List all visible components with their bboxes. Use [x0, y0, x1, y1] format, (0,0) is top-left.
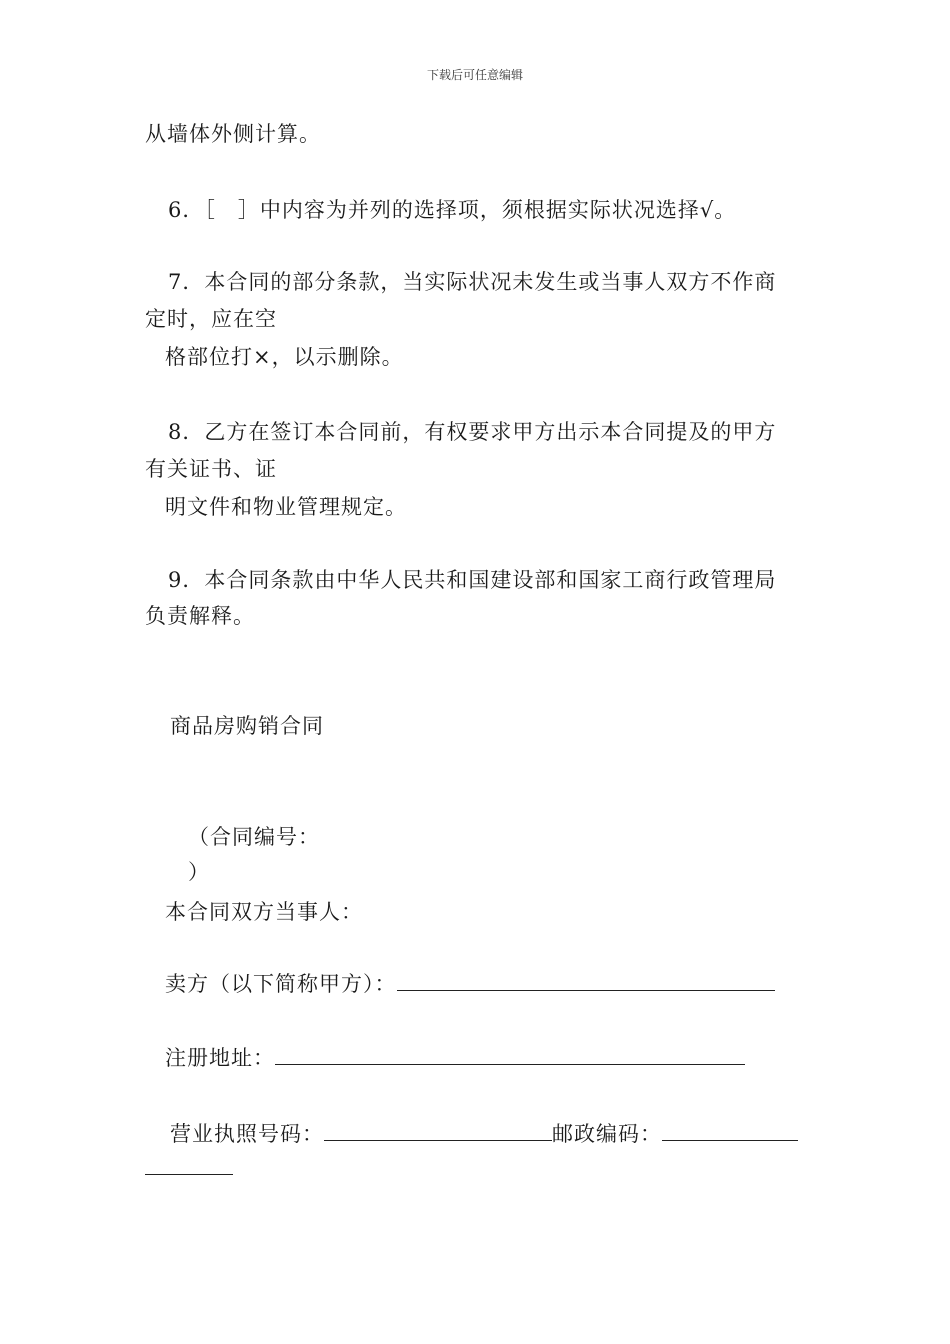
clause-6: 6．［ ］中内容为并列的选择项，须根据实际状况选择√。	[168, 198, 737, 222]
license-label: 营业执照号码：	[170, 1122, 324, 1146]
clause-8-line3: 明文件和物业管理规定。	[165, 495, 407, 519]
clause-7-line3: 格部位打×，以示删除。	[165, 345, 404, 369]
postcode-label: 邮政编码：	[552, 1122, 662, 1146]
license-blank[interactable]	[324, 1120, 552, 1141]
contract-number-label: （合同编号：	[188, 825, 320, 849]
license-row	[170, 1120, 798, 1148]
clause-8-line2: 有关证书、证	[145, 457, 277, 481]
clause-7-line2: 定时，应在空	[145, 307, 277, 331]
postcode-continuation	[145, 1154, 233, 1182]
postcode-blank-cont[interactable]	[145, 1154, 233, 1175]
address-blank[interactable]	[275, 1044, 745, 1065]
seller-label: 卖方（以下简称甲方）：	[165, 972, 397, 996]
clause-7-line1: 7．本合同的部分条款，当实际状况未发生或当事人双方不作商	[168, 270, 777, 294]
clause-9-line2: 负责解释。	[145, 604, 255, 628]
address-row	[165, 1044, 745, 1072]
clause-8-line1: 8．乙方在签订本合同前，有权要求甲方出示本合同提及的甲方	[168, 420, 777, 444]
postcode-blank[interactable]	[662, 1120, 798, 1141]
seller-row	[165, 970, 775, 998]
parties-heading: 本合同双方当事人：	[165, 900, 363, 924]
page-header: 下载后可任意编辑	[426, 68, 523, 82]
contract-title: 商品房购销合同	[170, 714, 324, 738]
clause-9-line1: 9．本合同条款由中华人民共和国建设部和国家工商行政管理局	[168, 568, 777, 592]
paragraph-line: 从墙体外侧计算。	[145, 122, 321, 146]
seller-blank[interactable]	[397, 970, 775, 991]
address-label: 注册地址：	[165, 1046, 275, 1070]
contract-number-close: ）	[188, 860, 210, 884]
